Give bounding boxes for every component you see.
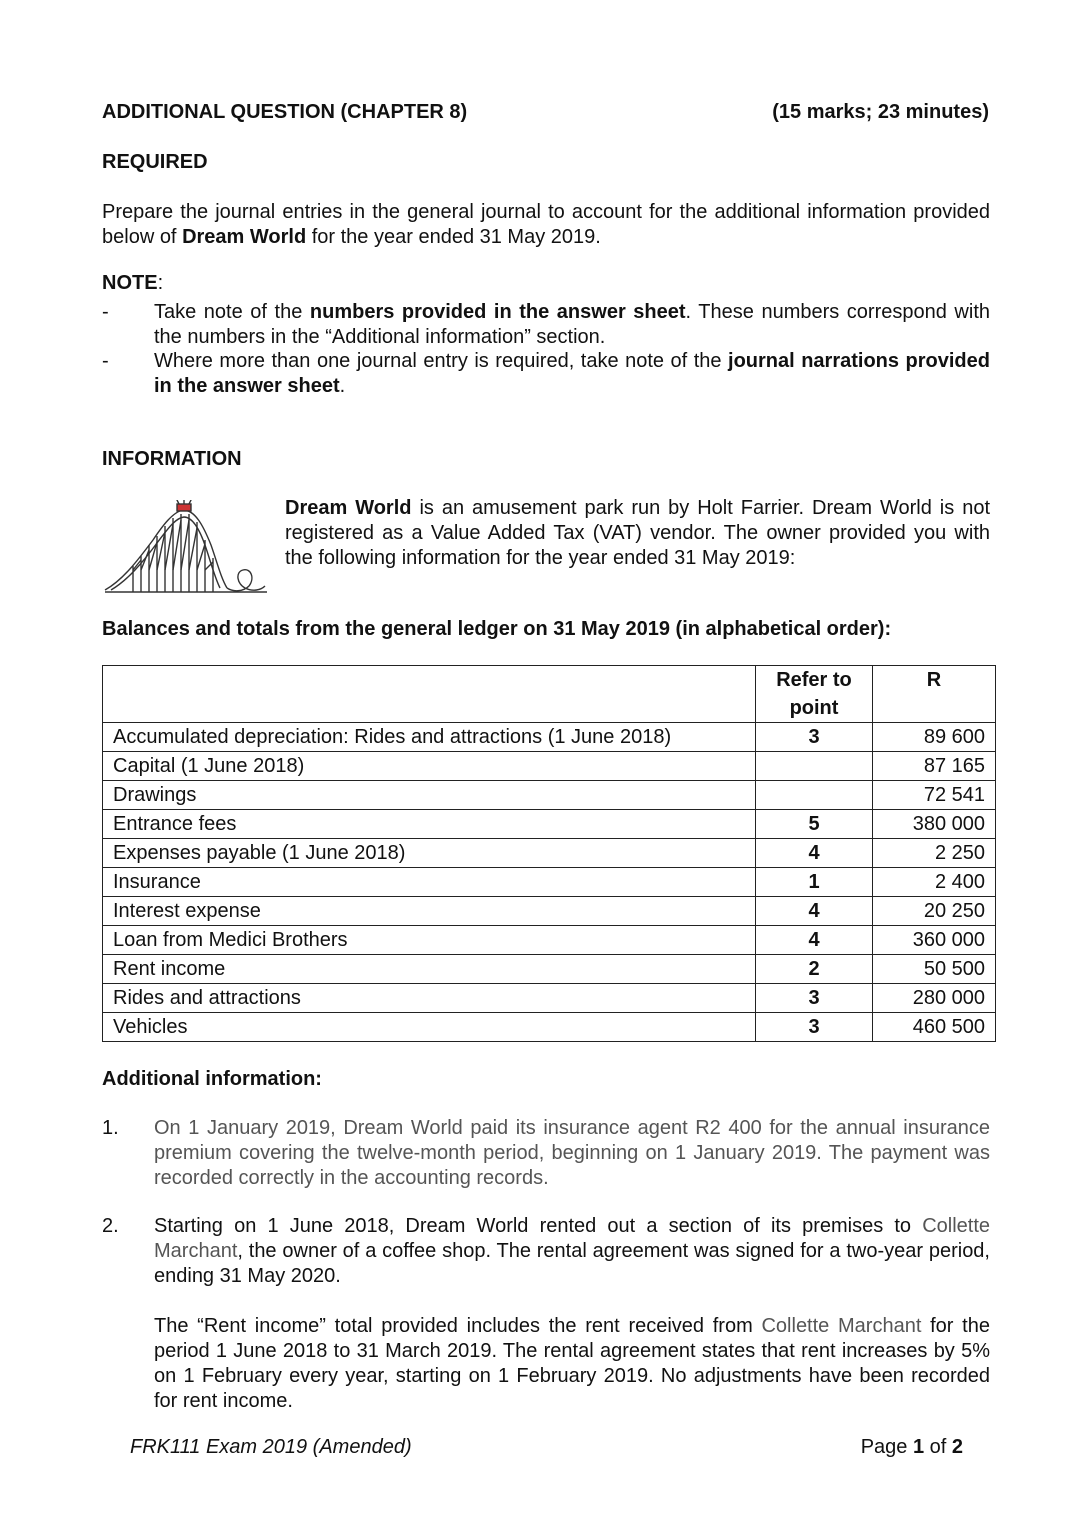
ref-cell: 2 xyxy=(756,955,873,984)
page-of: of xyxy=(924,1436,952,1458)
ref-cell: 4 xyxy=(756,839,873,868)
ref-cell: 4 xyxy=(756,897,873,926)
item-text: Starting on 1 June 2018, Dream World rented out a section of its premises to xyxy=(154,1215,923,1237)
item-text: On 1 January 2019, Dream World paid its insurance agent R2 400 for the annual insurance premium covering the twelve-month period, beginning on 1 January 2019. The payment was recorded correctly in the accounting records. xyxy=(154,1117,990,1189)
column-header-account xyxy=(103,666,756,723)
amount-cell: 72 541 xyxy=(873,781,996,810)
table-row xyxy=(103,752,996,781)
required-text-company: Dream World xyxy=(182,226,307,248)
table-row xyxy=(103,810,996,839)
information-heading: INFORMATION xyxy=(102,448,242,470)
page-number xyxy=(861,1436,963,1459)
item-number: 2. xyxy=(102,1215,119,1237)
balances-heading: Balances and totals from the general ledger on 31 May 2019 (in alphabetical order): xyxy=(102,618,892,640)
account-cell: Drawings xyxy=(103,781,756,810)
note-text-bold: journal narrations provided in the answer sheet xyxy=(154,350,990,397)
note-dash: - xyxy=(102,301,109,323)
table-row xyxy=(103,1013,996,1042)
note-text: . These numbers correspond with the numbers in the “Additional information” section. xyxy=(154,301,990,348)
additional-info-heading: Additional information: xyxy=(102,1068,322,1090)
note-text: Take note of the xyxy=(154,301,310,323)
note-text: . xyxy=(339,375,346,397)
item-text: , the owner of a coffee shop. The rental agreement was signed for a two-year period, ending 31 May 2020. xyxy=(154,1240,990,1287)
required-text-start: Prepare the journal entries in the general journal to account for the additional information provided below of xyxy=(102,201,990,248)
amount-cell: 280 000 xyxy=(873,984,996,1013)
amount-cell: 2 400 xyxy=(873,868,996,897)
table-row xyxy=(103,955,996,984)
ref-cell xyxy=(756,752,873,781)
ref-cell: 4 xyxy=(756,926,873,955)
account-cell: Accumulated depreciation: Rides and attractions (1 June 2018) xyxy=(103,723,756,752)
amount-cell: 87 165 xyxy=(873,752,996,781)
tenant-name: Collette Marchant xyxy=(761,1315,922,1337)
column-header-amount: R xyxy=(873,666,996,723)
ref-cell: 1 xyxy=(756,868,873,897)
ref-cell: 3 xyxy=(756,984,873,1013)
note-dash: - xyxy=(102,350,109,372)
document-title: ADDITIONAL QUESTION (CHAPTER 8) xyxy=(102,101,468,123)
ref-cell: 3 xyxy=(756,723,873,752)
note-text-bold: numbers provided in the answer sheet xyxy=(309,301,686,323)
account-cell: Insurance xyxy=(103,868,756,897)
account-cell: Capital (1 June 2018) xyxy=(103,752,756,781)
amount-cell: 50 500 xyxy=(873,955,996,984)
amount-cell: 2 250 xyxy=(873,839,996,868)
table-row xyxy=(103,868,996,897)
table-row xyxy=(103,897,996,926)
account-cell: Rides and attractions xyxy=(103,984,756,1013)
tenant-name: Collette Marchant xyxy=(154,1215,990,1262)
info-description: is an amusement park run by Holt Farrier. Dream World is not registered as a Value Added Tax (VAT) vendor. The owner provided you with the following information for the year ended 31 May 2019: xyxy=(285,497,990,569)
item-text: for the period 1 June 2018 to 31 March 2019. The rental agreement states that rent increases by 5% on 1 February every year, starting on 1 February 2019. No adjustments have been recorded for rent income. xyxy=(154,1315,990,1412)
information-text xyxy=(285,496,990,571)
roller-coaster-illustration xyxy=(103,500,268,595)
amount-cell: 360 000 xyxy=(873,926,996,955)
account-cell: Rent income xyxy=(103,955,756,984)
note-text: Where more than one journal entry is required, take note of the xyxy=(154,350,729,372)
table-row xyxy=(103,781,996,810)
additional-item-1 xyxy=(102,1116,990,1191)
amount-cell: 89 600 xyxy=(873,723,996,752)
note-heading-colon: : xyxy=(157,272,164,294)
account-cell: Vehicles xyxy=(103,1013,756,1042)
note-item xyxy=(102,349,990,399)
account-cell: Interest expense xyxy=(103,897,756,926)
page-prefix: Page xyxy=(860,1436,913,1458)
item-number: 1. xyxy=(102,1117,119,1139)
item-paragraph-1 xyxy=(154,1214,990,1289)
required-text xyxy=(102,200,990,250)
marks-label: (15 marks; 23 minutes) xyxy=(772,101,989,123)
amount-cell: 460 500 xyxy=(873,1013,996,1042)
ref-cell xyxy=(756,781,873,810)
ref-cell: 5 xyxy=(756,810,873,839)
additional-item-2 xyxy=(102,1214,990,1414)
amount-cell: 20 250 xyxy=(873,897,996,926)
page-total: 2 xyxy=(951,1436,963,1458)
ref-cell: 3 xyxy=(756,1013,873,1042)
table-row xyxy=(103,926,996,955)
table-row xyxy=(103,984,996,1013)
account-cell: Entrance fees xyxy=(103,810,756,839)
page-current: 1 xyxy=(912,1436,925,1458)
item-paragraph-2 xyxy=(154,1314,990,1414)
table-row xyxy=(103,839,996,868)
account-cell: Expenses payable (1 June 2018) xyxy=(103,839,756,868)
account-cell: Loan from Medici Brothers xyxy=(103,926,756,955)
required-heading: REQUIRED xyxy=(102,151,208,173)
column-header-ref: Refer to point xyxy=(756,666,873,723)
item-text: The “Rent income” total provided includes the rent received from xyxy=(154,1315,762,1337)
table-row xyxy=(103,723,996,752)
info-company-name: Dream World xyxy=(285,497,412,519)
amount-cell: 380 000 xyxy=(873,810,996,839)
note-heading-label: NOTE xyxy=(102,272,158,294)
table-header-row xyxy=(103,666,996,723)
ledger-table xyxy=(102,665,996,1042)
note-item xyxy=(102,300,990,350)
footer-exam-label: FRK111 Exam 2019 (Amended) xyxy=(130,1436,412,1458)
required-text-end: for the year ended 31 May 2019. xyxy=(306,226,601,248)
note-heading xyxy=(102,272,163,295)
